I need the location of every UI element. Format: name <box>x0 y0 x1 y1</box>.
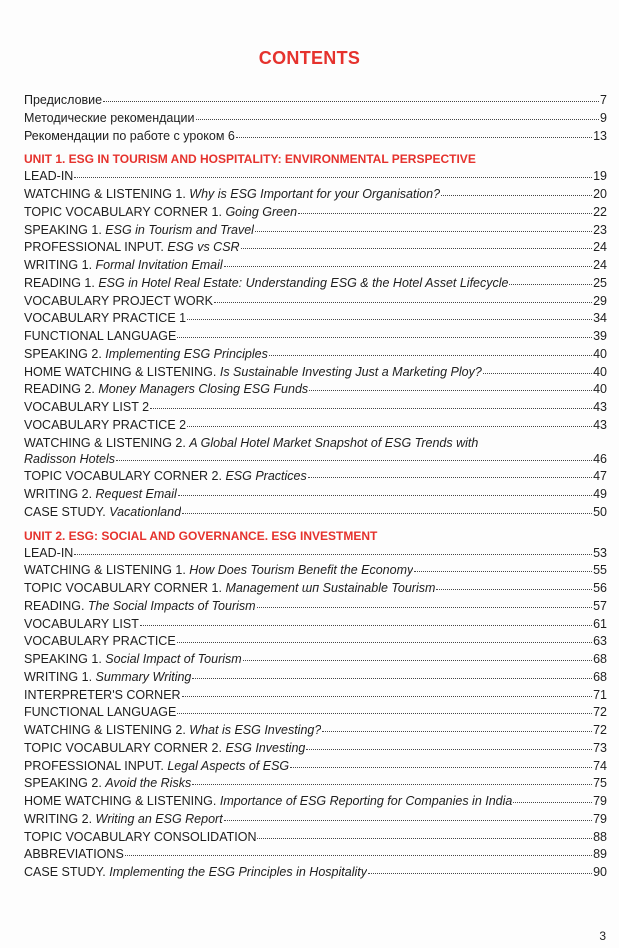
entry-label <box>24 633 176 651</box>
toc-entry[interactable] <box>24 239 607 257</box>
entry-title: VOCABULARY PRACTICE <box>24 634 176 649</box>
entry-title: PROFESSIONAL INPUT. <box>24 758 168 773</box>
entry-subtitle: Legal Aspects of ESG <box>167 758 290 773</box>
entry-label <box>24 364 482 382</box>
entry-label <box>24 399 149 417</box>
entry-title: Рекомендации по работе с уроком 6 <box>24 128 235 143</box>
dot-leader <box>241 247 593 249</box>
entry-subtitle: ESG Investing <box>225 740 306 755</box>
entry-title: TOPIC VOCABULARY CORNER 2. <box>24 740 226 755</box>
toc-entry[interactable] <box>24 275 607 293</box>
entry-page: 61 <box>593 616 607 631</box>
toc-entry[interactable] <box>24 328 607 346</box>
entry-page: 75 <box>593 776 607 791</box>
entry-page: 79 <box>593 794 607 808</box>
entry-page: 40 <box>593 346 607 361</box>
entry-subtitle: ESG in Tourism and Travel <box>105 222 254 237</box>
dot-leader <box>116 459 592 461</box>
entry-title: Предисловие <box>24 93 103 107</box>
entry-subtitle: ESG vs CSR <box>167 240 240 255</box>
toc-entry[interactable] <box>24 346 607 364</box>
dot-leader <box>192 783 592 785</box>
dot-leader <box>513 801 592 803</box>
entry-title: WRITING 2. <box>24 487 96 501</box>
unit-1-entries <box>24 168 607 434</box>
entry-label <box>24 722 321 740</box>
dot-leader <box>298 212 592 214</box>
entry-title: WRITING 2. <box>24 811 96 826</box>
entry-page: 89 <box>593 847 607 862</box>
dot-leader <box>182 695 593 697</box>
dot-leader <box>255 230 592 232</box>
dot-leader <box>224 265 592 267</box>
dot-leader <box>290 766 592 768</box>
toc-entry[interactable] <box>24 704 607 722</box>
entry-page: 88 <box>593 829 607 844</box>
entry-title: FUNCTIONAL LANGUAGE <box>24 329 177 343</box>
entry-title: CASE STUDY. <box>24 865 110 879</box>
entry-label <box>24 310 186 328</box>
dot-leader <box>177 641 592 643</box>
toc-entry[interactable] <box>24 722 607 740</box>
dot-leader <box>140 624 592 626</box>
entry-subtitle: Implementing the ESG Principles in Hospitality <box>109 865 367 879</box>
intro-section <box>24 92 607 145</box>
entry-title: WATCHING & LISTENING 1. <box>24 563 190 578</box>
entry-label <box>24 110 195 128</box>
entry-page: 72 <box>593 705 607 720</box>
dot-leader <box>74 553 592 555</box>
entry-label: WATCHING & LISTENING 2. A Global Hotel Market Snapshot of ESG Trends with <box>24 435 479 450</box>
toc-entry[interactable] <box>24 222 607 240</box>
entry-title: HOME WATCHING & LISTENING. <box>24 364 220 379</box>
entry-page: 55 <box>593 563 607 578</box>
entry-title: Методические рекомендации <box>24 110 195 125</box>
page-number: 3 <box>599 929 606 943</box>
entry-page: 39 <box>593 329 607 343</box>
entry-page: 68 <box>593 669 607 684</box>
unit-1-heading: UNIT 1. ESG IN TOURISM AND HOSPITALITY: ENVIRONMENTAL PERSPECTIVE <box>24 152 476 167</box>
entry-label <box>24 417 186 435</box>
dot-leader <box>269 354 592 356</box>
entry-subtitle: Importance of ESG Reporting for Companies in India <box>219 794 513 808</box>
dot-leader <box>309 389 592 391</box>
entry-page: 34 <box>593 311 607 326</box>
toc-entry[interactable] <box>24 545 607 563</box>
dot-leader <box>196 118 600 120</box>
entry-page: 9 <box>600 110 607 125</box>
dot-leader <box>306 748 592 750</box>
entry-subtitle: Formal Invitation Email <box>95 258 223 272</box>
toc-entry[interactable] <box>24 417 607 435</box>
toc-entry[interactable] <box>24 598 607 616</box>
entry-label <box>24 562 413 580</box>
entry-label <box>24 239 240 257</box>
dot-leader <box>182 512 592 514</box>
entry-label <box>24 740 305 758</box>
entry-label <box>24 222 254 240</box>
unit-1-entries-continued <box>24 468 607 521</box>
dot-leader <box>441 194 592 196</box>
entry-label <box>24 669 191 687</box>
entry-page: 22 <box>593 204 607 219</box>
dot-leader <box>192 677 592 679</box>
table-of-contents <box>24 92 607 882</box>
dot-leader <box>178 494 592 496</box>
contents-title: CONTENTS <box>258 48 361 68</box>
entry-page: 46 <box>593 451 607 466</box>
entry-label <box>24 381 308 399</box>
entry-label <box>24 468 307 486</box>
toc-entry[interactable] <box>24 846 607 864</box>
dot-leader <box>236 136 592 138</box>
toc-entry[interactable] <box>24 257 607 275</box>
entry-label <box>24 346 268 364</box>
toc-entry[interactable] <box>24 468 607 486</box>
entry-title: HOME WATCHING & LISTENING. <box>24 794 220 808</box>
entry-page: 25 <box>593 275 607 290</box>
entry-page: 40 <box>593 382 607 397</box>
entry-label <box>24 328 176 346</box>
toc-entry[interactable] <box>24 651 607 669</box>
entry-page: 72 <box>593 723 607 737</box>
entry-subtitle-continuation: Radisson Hotels <box>24 451 116 466</box>
entry-title: WATCHING & LISTENING 2. <box>24 723 190 737</box>
dot-leader <box>177 712 592 714</box>
toc-entry[interactable] <box>24 829 607 847</box>
toc-entry[interactable] <box>24 128 607 146</box>
toc-entry[interactable] <box>24 381 607 399</box>
entry-label <box>24 486 177 504</box>
entry-label <box>24 293 213 311</box>
entry-title: VOCABULARY LIST 2 <box>24 400 150 414</box>
entry-subtitle: Vacationland <box>109 504 182 519</box>
entry-page: 24 <box>593 240 607 255</box>
dot-leader <box>509 283 592 285</box>
entry-page: 23 <box>593 222 607 237</box>
entry-page: 63 <box>593 634 607 649</box>
entry-title: TOPIC VOCABULARY CONSOLIDATION <box>24 829 257 844</box>
entry-label <box>24 758 289 776</box>
entry-label <box>24 545 73 563</box>
entry-subtitle: Why is ESG Important for your Organisation? <box>189 187 441 201</box>
entry-title: READING 2. <box>24 382 99 397</box>
dot-leader <box>74 176 592 178</box>
entry-page: 74 <box>593 758 607 773</box>
dot-leader <box>243 659 592 661</box>
entry-subtitle: Implementing ESG Principles <box>105 346 268 361</box>
entry-title: ABBREVIATIONS <box>24 847 124 862</box>
entry-label <box>24 580 435 598</box>
entry-page: 47 <box>593 469 607 484</box>
entry-subtitle: ESG in Hotel Real Estate: Understanding ESG & the Hotel Asset Lifecycle <box>98 275 509 290</box>
dot-leader <box>125 854 592 856</box>
dot-leader <box>368 872 592 874</box>
entry-subtitle: Money Managers Closing ESG Funds <box>98 382 309 397</box>
entry-page: 71 <box>593 687 607 702</box>
toc-entry[interactable] <box>24 110 607 128</box>
entry-title: SPEAKING 1. <box>24 222 106 237</box>
entry-label <box>24 168 73 186</box>
entry-title: WRITING 1. <box>24 669 96 684</box>
toc-entry[interactable] <box>24 687 607 705</box>
entry-label <box>24 616 139 634</box>
toc-entry[interactable] <box>24 399 607 417</box>
entry-title: READING. <box>24 598 88 613</box>
entry-title: CASE STUDY. <box>24 504 110 519</box>
entry-label <box>24 775 191 793</box>
entry-page: 50 <box>593 504 607 519</box>
toc-entry[interactable] <box>24 580 607 598</box>
entry-subtitle: How Does Tourism Benefit the Economy <box>189 563 414 578</box>
entry-label <box>24 204 297 222</box>
entry-subtitle: Social Impact of Tourism <box>105 652 242 666</box>
entry-label <box>24 793 512 811</box>
unit-2-heading: UNIT 2. ESG: SOCIAL AND GOVERNANCE. ESG INVESTMENT <box>24 528 378 543</box>
toc-entry[interactable] <box>24 504 607 522</box>
dot-leader <box>103 100 599 102</box>
entry-subtitle: Going Green <box>225 204 298 219</box>
entry-label <box>24 846 124 864</box>
entry-subtitle: ESG Practices <box>225 469 307 484</box>
dot-leader <box>308 476 592 478</box>
entry-title: LEAD-IN <box>24 545 74 560</box>
entry-title: VOCABULARY LIST <box>24 616 139 631</box>
dot-leader <box>322 730 592 732</box>
entry-label <box>24 92 102 110</box>
entry-title: TOPIC VOCABULARY CORNER 1. <box>24 581 226 595</box>
dot-leader <box>224 819 592 821</box>
entry-title: READING 1. <box>24 275 99 290</box>
entry-title: INTERPRETER'S CORNER <box>24 687 181 702</box>
entry-title: SPEAKING 2. <box>24 776 106 791</box>
dot-leader <box>187 318 592 320</box>
toc-entry[interactable] <box>24 740 607 758</box>
entry-page: 49 <box>593 487 607 501</box>
toc-entry[interactable] <box>24 793 607 811</box>
toc-entry[interactable] <box>24 562 607 580</box>
entry-title: WATCHING & LISTENING 1. <box>24 187 190 201</box>
toc-entry[interactable] <box>24 633 607 651</box>
toc-entry[interactable] <box>24 168 607 186</box>
dot-leader <box>177 336 592 338</box>
entry-subtitle: Writing an ESG Report <box>95 811 223 826</box>
entry-page: 56 <box>593 581 607 595</box>
toc-entry[interactable] <box>24 435 607 451</box>
toc-entry[interactable] <box>24 186 607 204</box>
toc-entry[interactable] <box>24 669 607 687</box>
entry-page: 29 <box>593 293 607 308</box>
entry-title: WRITING 1. <box>24 258 96 272</box>
entry-page: 68 <box>593 652 607 666</box>
entry-title: SPEAKING 2. <box>24 346 106 361</box>
entry-page: 43 <box>593 417 607 432</box>
entry-title: TOPIC VOCABULARY CORNER 2. <box>24 469 226 484</box>
toc-entry[interactable] <box>24 811 607 829</box>
entry-subtitle: Is Sustainable Investing Just a Marketing Ploy? <box>219 364 482 379</box>
entry-page: 7 <box>600 93 607 107</box>
entry-page: 19 <box>593 169 607 184</box>
entry-subtitle: Management шп Sustainable Tourism <box>225 581 436 595</box>
entry-label <box>24 598 256 616</box>
toc-entry[interactable] <box>24 204 607 222</box>
entry-page: 57 <box>593 598 607 613</box>
entry-page: 73 <box>593 740 607 755</box>
entry-page: 53 <box>593 545 607 560</box>
entry-label <box>24 275 508 293</box>
toc-entry[interactable] <box>24 864 607 882</box>
entry-page: 79 <box>593 811 607 826</box>
entry-title: VOCABULARY PRACTICE 1 <box>24 311 187 326</box>
entry-label <box>24 829 256 847</box>
entry-label <box>24 257 223 275</box>
toc-entry[interactable] <box>24 616 607 634</box>
entry-subtitle: Avoid the Risks <box>105 776 192 791</box>
toc-entry[interactable] <box>24 364 607 382</box>
dot-leader <box>436 588 592 590</box>
entry-page: 24 <box>593 258 607 272</box>
entry-subtitle: The Social Impacts of Tourism <box>87 598 256 613</box>
toc-entry[interactable] <box>24 775 607 793</box>
toc-entry[interactable] <box>24 92 607 110</box>
entry-subtitle: Request Email <box>95 487 177 501</box>
dot-leader <box>187 425 592 427</box>
entry-page: 43 <box>593 400 607 414</box>
entry-title: SPEAKING 1. <box>24 652 106 666</box>
entry-label <box>24 128 235 146</box>
dot-leader <box>257 837 592 839</box>
entry-label <box>24 186 440 204</box>
entry-title: FUNCTIONAL LANGUAGE <box>24 705 177 720</box>
dot-leader <box>483 372 592 374</box>
entry-page: 20 <box>593 187 607 201</box>
entry-page: 90 <box>593 865 607 879</box>
entry-title: TOPIC VOCABULARY CORNER 1. <box>24 204 226 219</box>
entry-title: VOCABULARY PROJECT WORK <box>24 293 213 308</box>
toc-entry[interactable] <box>24 293 607 311</box>
toc-entry[interactable] <box>24 310 607 328</box>
entry-label <box>24 704 176 722</box>
toc-entry[interactable] <box>24 486 607 504</box>
entry-label <box>24 811 223 829</box>
entry-title: LEAD-IN <box>24 169 74 184</box>
entry-label <box>24 864 367 882</box>
entry-subtitle: What is ESG Investing? <box>189 723 322 737</box>
dot-leader <box>257 606 593 608</box>
entry-page: 40 <box>593 364 607 379</box>
entry-subtitle: Summary Writing <box>95 669 192 684</box>
toc-entry-continuation[interactable] <box>24 451 607 469</box>
entry-title: VOCABULARY PRACTICE 2 <box>24 417 187 432</box>
entry-label <box>24 651 242 669</box>
entry-label <box>24 687 181 705</box>
toc-entry[interactable] <box>24 758 607 776</box>
dot-leader <box>414 570 592 572</box>
dot-leader <box>214 301 592 303</box>
unit-2-entries <box>24 545 607 882</box>
entry-label <box>24 504 181 522</box>
entry-page: 13 <box>593 128 607 143</box>
dot-leader <box>150 407 592 409</box>
entry-title: PROFESSIONAL INPUT. <box>24 240 168 255</box>
